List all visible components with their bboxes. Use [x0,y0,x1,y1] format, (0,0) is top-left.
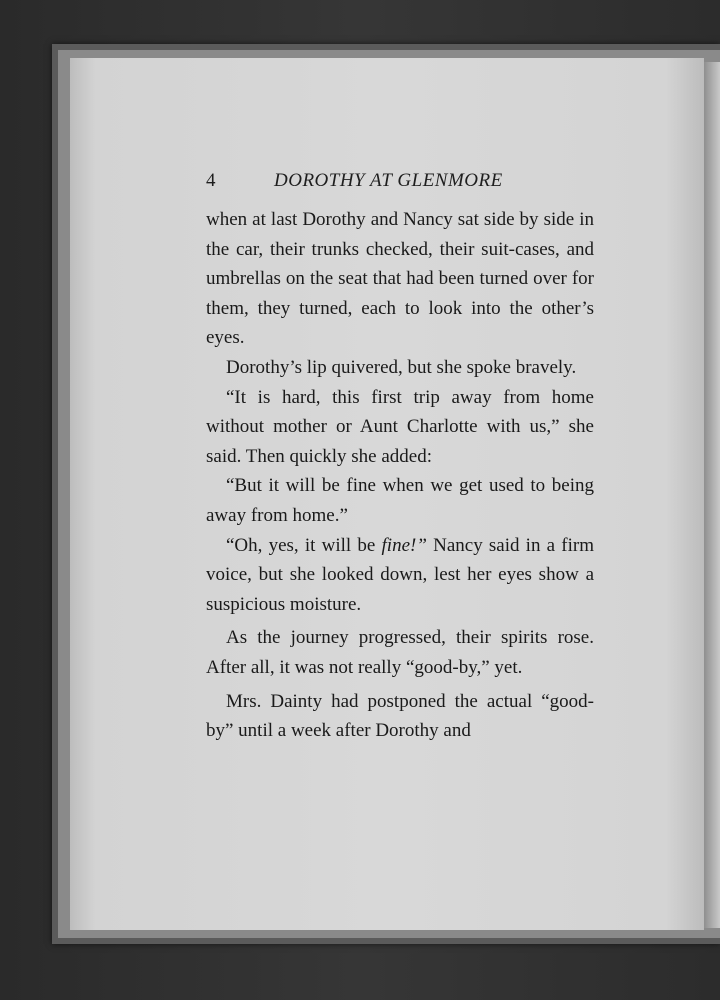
paragraph-5-rest: Nancy said in a firm voice, but she looked down, lest her eyes show a suspicious moisture. [206,534,594,615]
paragraph-6: As the journey progressed, their spirits rose. After all, it was not really “good-by,” yet. [206,627,594,678]
paragraph-5 [206,531,594,620]
page-header [206,170,594,198]
emphasized-word: fine!” [381,534,427,556]
next-page-edge [704,62,720,928]
running-title: DOROTHY AT GLENMORE [274,170,503,191]
body-text [206,205,594,746]
paragraph-5-lead: “Oh, yes, it will be [226,534,382,556]
paragraph-3: “It is hard, this first trip away from home without mother or Aunt Charlotte with us,” she said. Then quickly she added: [206,386,594,467]
page-number: 4 [206,170,216,191]
paragraph-2: Dorothy’s lip quivered, but she spoke bravely. [226,356,577,378]
paragraph-1: when at last Dorothy and Nancy sat side by side in the car, their trunks checked, their suit-cases, and umbrellas on the seat that had been turned over for them, they turned, each to look into the other’s eyes. [206,209,594,349]
paragraph-7: Mrs. Dainty had postponed the actual “good-by” until a week after Dorothy and [206,690,594,742]
paragraph-4: “But it will be fine when we get used to being away from home.” [206,475,594,526]
